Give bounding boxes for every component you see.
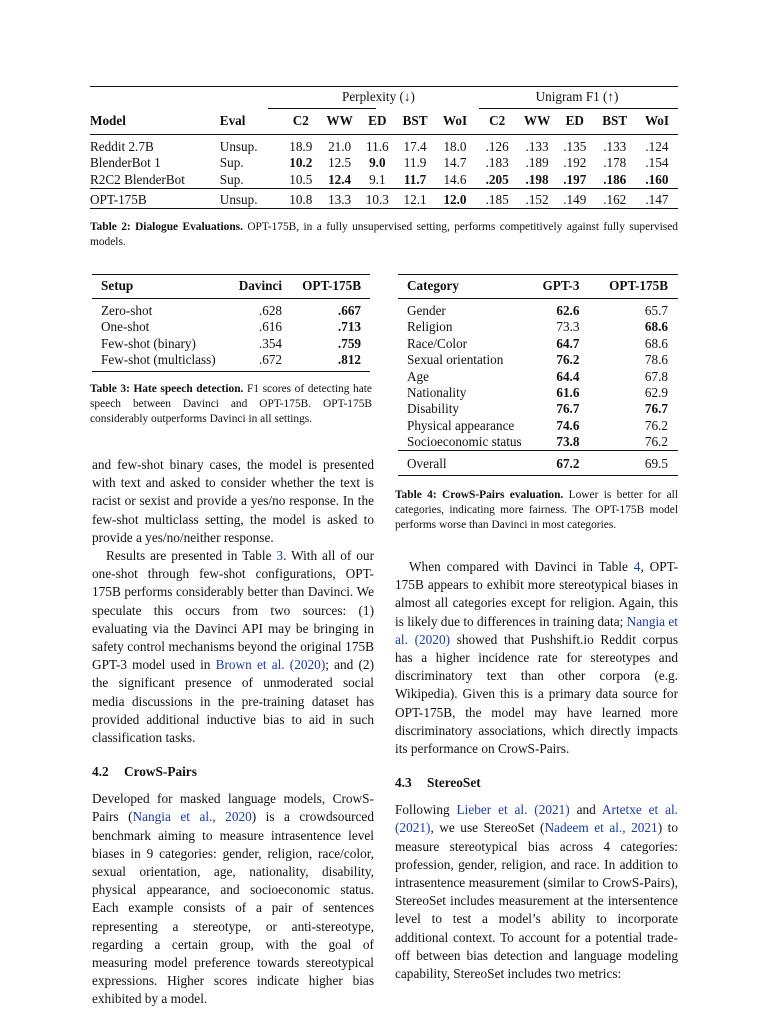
- table-cell: R2C2 BlenderBot: [90, 171, 185, 187]
- citation-link[interactable]: Nadeem et al., 2021: [544, 820, 658, 836]
- table-cell: 67.2: [556, 455, 580, 471]
- table-cell: Race/Color: [407, 335, 468, 351]
- table-cell: 21.0: [328, 139, 352, 154]
- text: showed that Pushshift.io Reddit corpus has a higher incidence rate for stereotypes and discriminatory text than other corpora (e.g. Wikipedia). Given this is a primary data source for OPT-175B, the model may have learned more discriminatory associations, which directly impacts its performance on CrowS-Pairs.: [395, 631, 679, 757]
- section-heading: [395, 774, 678, 792]
- table-cell: 12.0: [443, 192, 467, 208]
- column-header: WW: [523, 113, 551, 128]
- table-cell: Socioeconomic status: [407, 434, 522, 450]
- table-cell: Age: [407, 368, 429, 384]
- text: and: [569, 802, 602, 818]
- unigram-group-header: Unigram F1 (↑): [535, 89, 619, 104]
- text: , we use StereoSet (: [430, 820, 545, 836]
- table-cell: .162: [603, 192, 627, 208]
- table-cell: .192: [563, 155, 587, 171]
- table-top-rule: [398, 274, 678, 275]
- table-cell: Gender: [407, 303, 446, 318]
- table-cell: .154: [645, 155, 669, 171]
- table-cell: One-shot: [101, 319, 150, 335]
- table-cell: .147: [645, 192, 669, 208]
- table-cell: 18.0: [443, 139, 467, 154]
- table-cell: 10.2: [289, 155, 313, 171]
- table-row: [398, 451, 678, 473]
- table-cell: .812: [337, 352, 361, 368]
- table-cell: .133: [525, 139, 549, 154]
- table-cell: .186: [603, 171, 627, 187]
- table-cell: 17.4: [403, 139, 427, 154]
- table-cell: Unsup.: [219, 139, 258, 154]
- column-header: Model: [90, 113, 126, 128]
- table-row: [398, 401, 678, 417]
- table-2: [90, 86, 678, 212]
- column-header: WoI: [644, 113, 669, 128]
- citation-link[interactable]: Nangia et al., 2020: [132, 809, 252, 825]
- paragraph: [395, 801, 678, 983]
- table-cell: Unsup.: [219, 192, 258, 208]
- table-4-caption: [395, 488, 678, 533]
- table-cell: .189: [525, 155, 549, 171]
- opt-separator-rule: [90, 188, 678, 189]
- section-title: CrowS-Pairs: [124, 764, 197, 780]
- table-cell: .616: [258, 319, 282, 335]
- column-header: ED: [565, 113, 584, 128]
- table-cell: Reddit 2.7B: [90, 139, 154, 154]
- table-3: [92, 274, 370, 369]
- table-cell: 76.2: [644, 434, 668, 450]
- table-cell: 68.6: [644, 319, 668, 335]
- table-cell: 78.6: [644, 352, 668, 368]
- table-cell: .205: [485, 171, 509, 187]
- header-rule: [398, 298, 678, 299]
- table-cell: .160: [645, 171, 669, 187]
- column-header: Setup: [101, 278, 134, 293]
- section-title: StereoSet: [427, 775, 481, 791]
- table-cell: Sup.: [219, 155, 244, 171]
- unigram-cmidrule: [479, 108, 678, 109]
- perplexity-cmidrule: [268, 108, 376, 109]
- table-cell: 73.3: [556, 319, 580, 335]
- table-cell: 9.0: [369, 155, 386, 171]
- table-cell: 73.8: [556, 434, 580, 450]
- table-cell: 10.8: [289, 192, 313, 208]
- text: ) to measure stereotypical bias across 4 categories: profession, gender, religion, and race. In addition to intrasentence measurement (similar to CrowS-Pairs), StereoSet includes measurement at the intersentence level to test a model’s ability to incorporate additional context. To account for a potential trade-off between bias detection and language modeling capability, StereoSet includes two metrics:: [395, 820, 678, 982]
- table-cell: .135: [563, 139, 587, 154]
- table-cell: .667: [337, 303, 361, 318]
- table-top-rule: [92, 274, 370, 275]
- caption-text: OPT-175B, in a fully unsupervised setting, performs competitively against fully supervised models.: [90, 221, 678, 248]
- table-cell: .133: [603, 139, 627, 154]
- section-number: 4.3: [395, 775, 412, 791]
- perplexity-group-header: Perplexity (↓): [341, 89, 415, 104]
- text: Developed for masked language models, CrowS-Pairs (: [92, 791, 374, 825]
- table-cell: .628: [258, 303, 282, 318]
- column-header: WoI: [442, 113, 468, 128]
- left-column: [92, 456, 374, 1009]
- text: , OPT-175B appears to exhibit more stereotypical biases in almost all categories except for religion. Again, this is likely due to differences in training data;: [395, 559, 678, 629]
- table-cell: 64.7: [556, 335, 580, 351]
- text: ) is a crowdsourced benchmark aiming to measure intrasentence level biases in 9 categories: gender, religion, race/color, sexual orientation, age, nationality, disability, physical appearance, and socioeconomic status. Each example consists of a pair of sentences representing a stereotype, or anti-stereotype, regarding a certain group, with the goal of measuring model preference towards stereotypical expressions. Higher scores indicate higher bias exhibited by a model.: [92, 809, 374, 1007]
- table-cell: 64.4: [556, 368, 580, 384]
- header-rule: [90, 134, 678, 135]
- table-cell: 9.1: [369, 171, 386, 187]
- header-rule: [92, 298, 370, 299]
- table-cell: Few-shot (multiclass): [101, 352, 216, 368]
- citation-link[interactable]: Nangia et al. (2020): [395, 613, 678, 647]
- table-cell: .185: [485, 192, 509, 208]
- table-cell: .178: [603, 155, 627, 171]
- table-cell: .126: [485, 139, 509, 154]
- table-cell: 62.9: [644, 385, 668, 401]
- table-cell: .354: [258, 335, 282, 351]
- table-cell: 14.6: [443, 171, 467, 187]
- table-ref-link[interactable]: 4: [633, 559, 641, 574]
- table-cell: .152: [525, 192, 549, 208]
- table-2-caption: [90, 220, 678, 250]
- caption-text: F1 scores of detecting hate speech between Davinci and OPT-175B. OPT-175B considerably outperforms Davinci in all settings.: [90, 383, 372, 425]
- table-cell: BlenderBot 1: [90, 155, 161, 171]
- table-cell: 12.4: [328, 171, 352, 187]
- table-cell: OPT-175B: [90, 192, 147, 208]
- table-cell: Overall: [407, 455, 447, 471]
- column-header: Category: [407, 278, 459, 293]
- table-cell: 62.6: [556, 303, 580, 318]
- table-row: [398, 434, 678, 450]
- table-cell: Few-shot (binary): [101, 335, 196, 351]
- paragraph: [92, 547, 374, 747]
- text: Following: [395, 802, 457, 818]
- table-cell: 74.6: [556, 417, 580, 433]
- table-cell: .759: [337, 335, 361, 351]
- table-cell: .198: [525, 171, 549, 187]
- table-cell: .124: [645, 139, 669, 154]
- table-row: [398, 369, 678, 385]
- table-4: [398, 274, 678, 473]
- text: ; and (2) the significant presence of unmoderated social media discussions in the pre-training dataset has provided additional inductive bias to aid in such classification tasks.: [92, 657, 374, 746]
- text: Results are presented in Table: [106, 548, 277, 564]
- column-header: BST: [402, 113, 428, 128]
- column-header: OPT-175B: [302, 278, 361, 293]
- table-cell: 18.9: [289, 139, 313, 154]
- table-cell: Physical appearance: [407, 417, 515, 433]
- table-bottom-rule: [92, 371, 370, 372]
- column-header: WW: [326, 113, 353, 128]
- caption-label: Table 4: CrowS-Pairs evaluation.: [395, 489, 564, 501]
- table-cell: 11.9: [403, 155, 427, 171]
- overall-separator-rule: [398, 450, 678, 451]
- table-cell: .183: [485, 155, 509, 171]
- table-cell: 76.7: [556, 401, 580, 417]
- table-cell: 76.2: [644, 417, 668, 433]
- table-cell: 10.5: [289, 171, 313, 187]
- table-row: [398, 385, 678, 401]
- table-cell: .713: [337, 319, 361, 335]
- paragraph: [92, 790, 374, 1008]
- table-cell: 11.6: [366, 139, 389, 154]
- table-row: [398, 418, 678, 434]
- text: . With all of our one-shot through few-shot configurations, OPT-175B performs considerably better than Davinci. We speculate this occurs from two sources: (1) evaluating via the Davinci API may be bringing in safety control mechanisms beyond the original 175B GPT-3 model used in: [92, 548, 374, 673]
- table-cell: 68.6: [644, 335, 668, 351]
- table-row: [398, 319, 678, 335]
- table-cell: Nationality: [407, 385, 467, 401]
- section-heading: [92, 763, 374, 781]
- table-cell: Sup.: [219, 171, 244, 187]
- table-cell: .672: [258, 352, 282, 368]
- column-header: ED: [368, 113, 387, 128]
- table-cell: 11.7: [403, 171, 427, 187]
- table-row: [398, 352, 678, 368]
- table-cell: 12.5: [328, 155, 352, 171]
- column-header: OPT-175B: [609, 278, 668, 293]
- table-cell: 10.3: [365, 192, 389, 208]
- table-cell: 13.3: [328, 192, 352, 208]
- table-cell: 76.2: [556, 352, 580, 368]
- table-cell: 14.7: [443, 155, 467, 171]
- table-cell: 76.7: [644, 401, 668, 417]
- table-cell: Sexual orientation: [407, 352, 504, 368]
- table-top-rule: [90, 86, 678, 87]
- table-cell: 65.7: [644, 303, 668, 318]
- citation-link[interactable]: Artetxe et al. (2021): [395, 802, 679, 836]
- table-cell: 12.1: [403, 192, 427, 208]
- paragraph: [395, 558, 678, 758]
- citation-link[interactable]: Lieber et al. (2021): [456, 802, 570, 818]
- table-cell: 61.6: [556, 385, 580, 401]
- table-3-caption: [90, 382, 372, 427]
- table-row: [90, 134, 678, 155]
- text: When compared with Davinci in Table: [409, 559, 634, 574]
- table-row: [90, 172, 678, 188]
- table-cell: .197: [563, 171, 587, 187]
- table-bottom-rule: [398, 475, 678, 476]
- table-row: [398, 336, 678, 352]
- table-cell: 67.8: [644, 368, 668, 384]
- column-header: Eval: [219, 113, 246, 128]
- caption-text: Lower is better for all categories, indicating more fairness. The OPT-175B model performs worse than Davinci in most categories.: [395, 489, 678, 531]
- table-bottom-rule: [90, 208, 678, 209]
- paragraph: and few-shot binary cases, the model is presented with text and asked to consider whether the text is racist or sexist and provide a yes/no response. In the few-shot multiclass setting, the model is asked to provide a yes/no/neither response.: [92, 457, 374, 545]
- column-header: C2: [489, 113, 506, 128]
- section-number: 4.2: [92, 764, 109, 780]
- caption-label: Table 3: Hate speech detection.: [90, 383, 244, 395]
- table-cell: .149: [563, 192, 587, 208]
- table-cell: 69.5: [644, 455, 668, 471]
- table-row: [90, 155, 678, 171]
- column-header: BST: [602, 113, 628, 128]
- table-ref-link[interactable]: 3: [276, 548, 284, 564]
- table-cell: Disability: [407, 401, 460, 417]
- column-header: Davinci: [238, 278, 282, 293]
- citation-link[interactable]: Brown et al. (2020): [215, 657, 326, 673]
- caption-label: Table 2: Dialogue Evaluations.: [90, 221, 243, 233]
- column-header: GPT-3: [542, 278, 580, 293]
- right-column: [395, 558, 678, 983]
- column-header: C2: [292, 113, 309, 128]
- table-row: [398, 298, 678, 319]
- table-cell: Zero-shot: [101, 303, 153, 318]
- table-cell: Religion: [407, 319, 453, 335]
